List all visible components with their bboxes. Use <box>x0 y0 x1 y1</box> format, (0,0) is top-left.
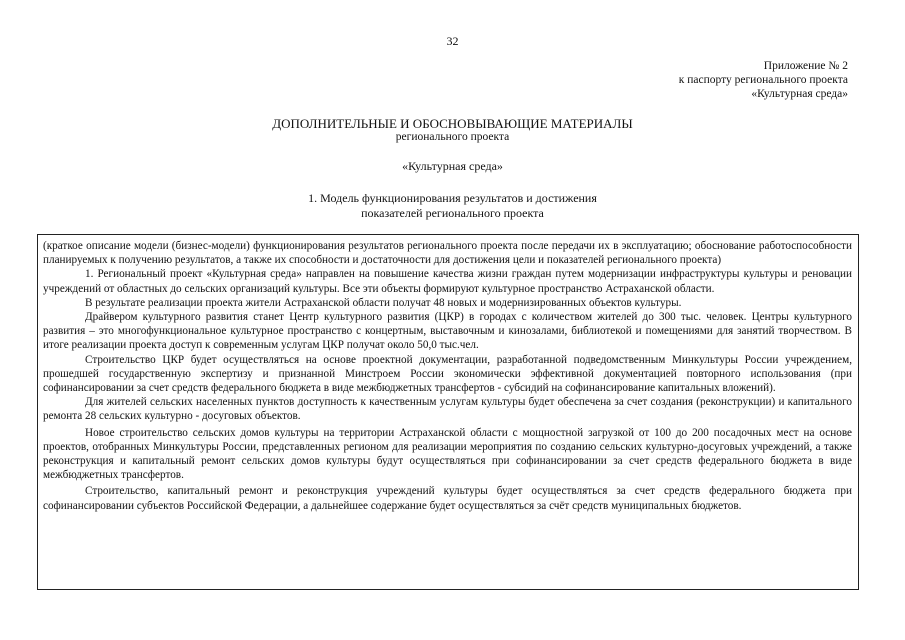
annex-title: Приложение № 2 <box>763 60 848 72</box>
paragraph-2: В результате реализации проекта жители Астраханской области получат 48 новых и модернизированных объектов культуры. <box>85 296 682 309</box>
paragraph-3: Драйвером культурного развития станет Центр культурного развития (ЦКР) в городах с количеством жителей до 300 тыс. человек. Центры культурного развития – это многофункциональное культурное пространство с концертным, выставочным и кинозалами, библиотекой и помещениями для занятий творчеством. В итоге реализации проекта доступ к современным услугам ЦКР получат около 50,0 тыс.чел. <box>43 311 852 352</box>
paragraph-1: 1. Региональный проект «Культурная среда» направлен на повышение качества жизни граждан путем модернизации инфраструктуры культуры и реновации учреждений от областных до сельских организаций культуры. Все эти объекты формируют культурное пространство Астраханской области. <box>43 268 852 295</box>
document-subtitle: регионального проекта <box>395 131 510 143</box>
intro-paragraph: (краткое описание модели (бизнес-модели) функционирования результатов регионального проекта после передачи их в эксплуатацию; обоснование работоспособности планируемых к получению результатов, а также их способности и достаточности для достижения цели и показателей регионального проекта) <box>43 240 852 267</box>
paragraph-7: Строительство, капитальный ремонт и реконструкция учреждений культуры будет осуществляться за счет средств федерального бюджета при софинансировании субъектов Российской Федерации, а дальнейшее содержание будет осуществляться за счёт средств муниципальных бюджетов. <box>43 485 852 512</box>
page-number: 32 <box>446 34 459 48</box>
paragraph-5: Для жителей сельских населенных пунктов доступность к качественным услугам культуры будет обеспечена за счет создания (реконструкции) и капитального ремонта 28 сельских культурно - досуговых объектов. <box>43 396 852 423</box>
annex-project-name: «Культурная среда» <box>751 88 848 100</box>
paragraph-6: Новое строительство сельских домов культуры на территории Астраханской области с мощностной загрузкой от 100 до 200 посадочных мест на основе проектов, отобранных Минкультуры России, представленных регионом для реализации мероприятия по созданию сельских культурно-досуговых учреждений, а также реконструкция и капитальный ремонт сельских домов культуры будут осуществляться при софинансировании за счет средств федерального бюджета в виде межбюджетных трансфертов. <box>43 426 852 482</box>
project-name: «Культурная среда» <box>402 159 503 173</box>
document-title: ДОПОЛНИТЕЛЬНЫЕ И ОБОСНОВЫВАЮЩИЕ МАТЕРИАЛЫ <box>272 116 633 131</box>
section-heading-line1: 1. Модель функционирования результатов и достижения <box>308 191 597 205</box>
annex-reference: к паспорту регионального проекта <box>678 74 848 86</box>
annex-block <box>679 59 848 101</box>
paragraph-4: Строительство ЦКР будет осуществляться на основе проектной документации, разработанной подведомственным Минкультуры России учреждением, прошедшей государственную экспертизу и признанной Минстроем России экономически эффективной документацией повторного использования (при софинансировании за счет средств федерального бюджета в виде межбюджетных трансфертов - субсидий на софинансирование капитальных вложений). <box>43 353 852 395</box>
section-heading-line2: показателей регионального проекта <box>361 206 544 220</box>
content-box <box>37 234 859 590</box>
